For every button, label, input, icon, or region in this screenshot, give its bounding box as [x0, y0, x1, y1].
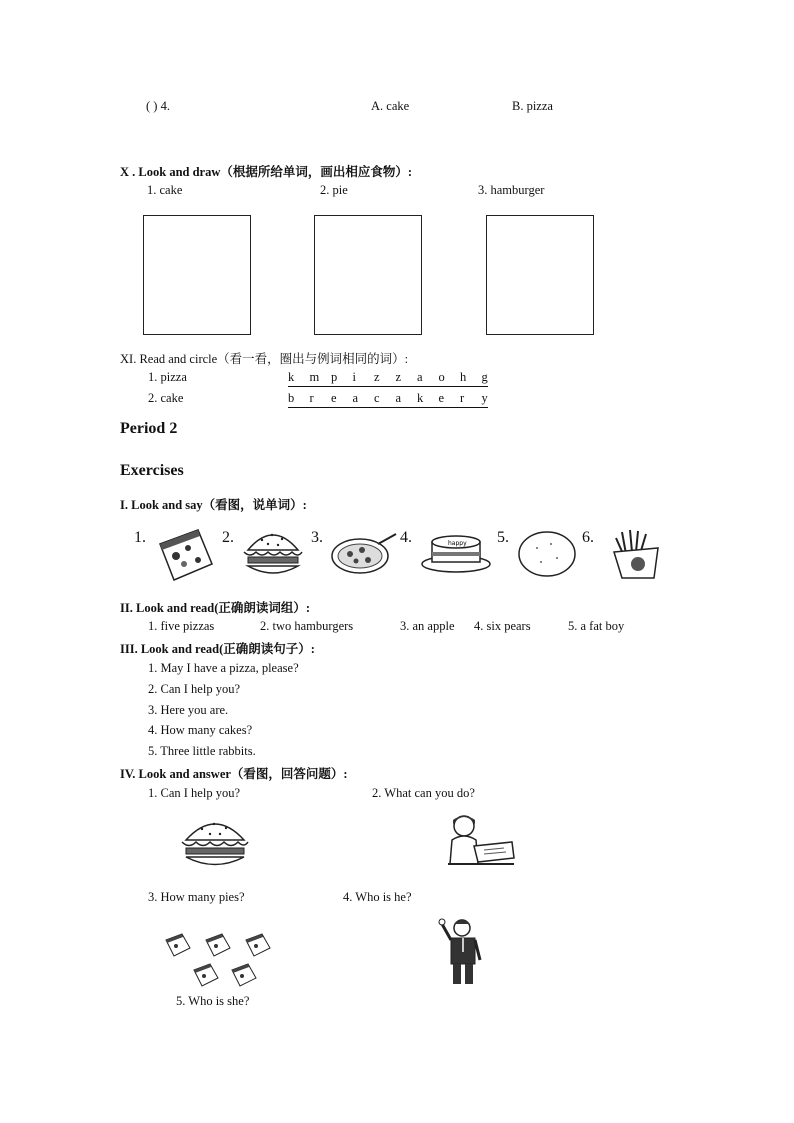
- draw-box-2[interactable]: [314, 215, 422, 335]
- section-iv-title: IV. Look and answer（看图，回答问题）:: [120, 767, 348, 781]
- pie-slice-icon: [206, 934, 230, 956]
- letter[interactable]: a: [417, 370, 423, 384]
- man-waving-icon: [436, 916, 496, 988]
- question-4-bracket: ( ) 4.: [146, 99, 170, 113]
- letter[interactable]: o: [438, 370, 445, 384]
- option-b: B. pizza: [512, 99, 553, 113]
- answer-question-2: 2. What can you do?: [372, 786, 475, 800]
- phrase-3: 3. an apple: [400, 619, 455, 633]
- answer-question-5: 5. Who is she?: [176, 994, 250, 1008]
- pic-number-5: 5.: [497, 529, 509, 546]
- letter[interactable]: b: [288, 391, 295, 405]
- pic-number-3: 3.: [311, 529, 323, 546]
- pic-number-6: 6.: [582, 529, 594, 546]
- pie-slices-group: [164, 932, 280, 990]
- letter[interactable]: m: [309, 370, 320, 384]
- phrase-1: 1. five pizzas: [148, 619, 215, 633]
- section-iii-title: III. Look and read(正确朗读句子）:: [120, 642, 315, 656]
- pizza-icon: [330, 530, 398, 576]
- letter[interactable]: a: [395, 391, 402, 405]
- pic-number-1: 1.: [134, 529, 146, 546]
- sentence-2: 2. Can I help you?: [148, 682, 240, 696]
- letter[interactable]: z: [374, 370, 380, 384]
- letter[interactable]: e: [331, 391, 337, 405]
- phrase-2: 2. two hamburgers: [260, 619, 354, 633]
- letter[interactable]: r: [460, 391, 465, 405]
- letter[interactable]: a: [352, 391, 359, 405]
- letter[interactable]: e: [438, 391, 445, 405]
- draw-box-3[interactable]: [486, 215, 594, 335]
- sentence-1: 1. May I have a pizza, please?: [148, 661, 299, 675]
- hamburger-icon: [180, 812, 250, 872]
- pic-number-4: 4.: [400, 529, 412, 546]
- pie-slice-icon: [154, 526, 214, 582]
- french-fries-icon: [604, 528, 664, 580]
- letter[interactable]: z: [395, 370, 402, 384]
- girl-drawing-icon: [444, 812, 516, 870]
- pie-slice-icon: [166, 934, 190, 956]
- cake-text: happy: [448, 540, 467, 547]
- letter[interactable]: c: [374, 391, 380, 405]
- letter[interactable]: r: [309, 391, 314, 405]
- circle-row-2-letters[interactable]: [288, 391, 488, 408]
- sentence-3: 3. Here you are.: [148, 703, 229, 717]
- period-heading: Period 2: [120, 420, 178, 437]
- letter[interactable]: h: [460, 370, 467, 384]
- exercises-heading: Exercises: [120, 462, 184, 479]
- draw-item-2: 2. pie: [320, 183, 348, 197]
- answer-question-4: 4. Who is he?: [343, 890, 412, 904]
- letter[interactable]: g: [481, 370, 488, 384]
- letter[interactable]: i: [352, 370, 356, 384]
- letter[interactable]: y: [481, 391, 488, 405]
- phrase-5: 5. a fat boy: [568, 619, 625, 633]
- circle-row-1-letters[interactable]: [288, 370, 488, 387]
- pie-slice-icon: [232, 964, 256, 986]
- section-x-title: X . Look and draw（根据所给单词，画出相应食物）:: [120, 165, 413, 179]
- sentence-4: 4. How many cakes?: [148, 723, 253, 737]
- pie-slice-icon: [246, 934, 270, 956]
- pic-number-2: 2.: [222, 529, 234, 546]
- cake-icon: [420, 528, 492, 574]
- sentence-5: 5. Three little rabbits.: [148, 744, 256, 758]
- answer-question-3: 3. How many pies?: [148, 890, 245, 904]
- draw-box-1[interactable]: [143, 215, 251, 335]
- letter[interactable]: k: [417, 391, 424, 405]
- letter[interactable]: p: [331, 370, 338, 384]
- lemon-icon: [517, 528, 577, 580]
- draw-item-3: 3. hamburger: [478, 183, 545, 197]
- section-i-title: I. Look and say（看图，说单词）:: [120, 498, 307, 512]
- option-a: A. cake: [371, 99, 410, 113]
- section-xi-title: XI. Read and circle（看一看，圈出与例词相同的词）:: [120, 352, 409, 366]
- answer-question-1: 1. Can I help you?: [148, 786, 240, 800]
- draw-item-1: 1. cake: [147, 183, 183, 197]
- circle-row-1-label: 1. pizza: [148, 370, 187, 384]
- letter[interactable]: k: [288, 370, 295, 384]
- hamburger-icon: [242, 524, 304, 580]
- section-ii-title: II. Look and read(正确朗读词组）:: [120, 601, 311, 615]
- circle-row-2-label: 2. cake: [148, 391, 184, 405]
- pie-slice-icon: [194, 964, 218, 986]
- phrase-4: 4. six pears: [474, 619, 531, 633]
